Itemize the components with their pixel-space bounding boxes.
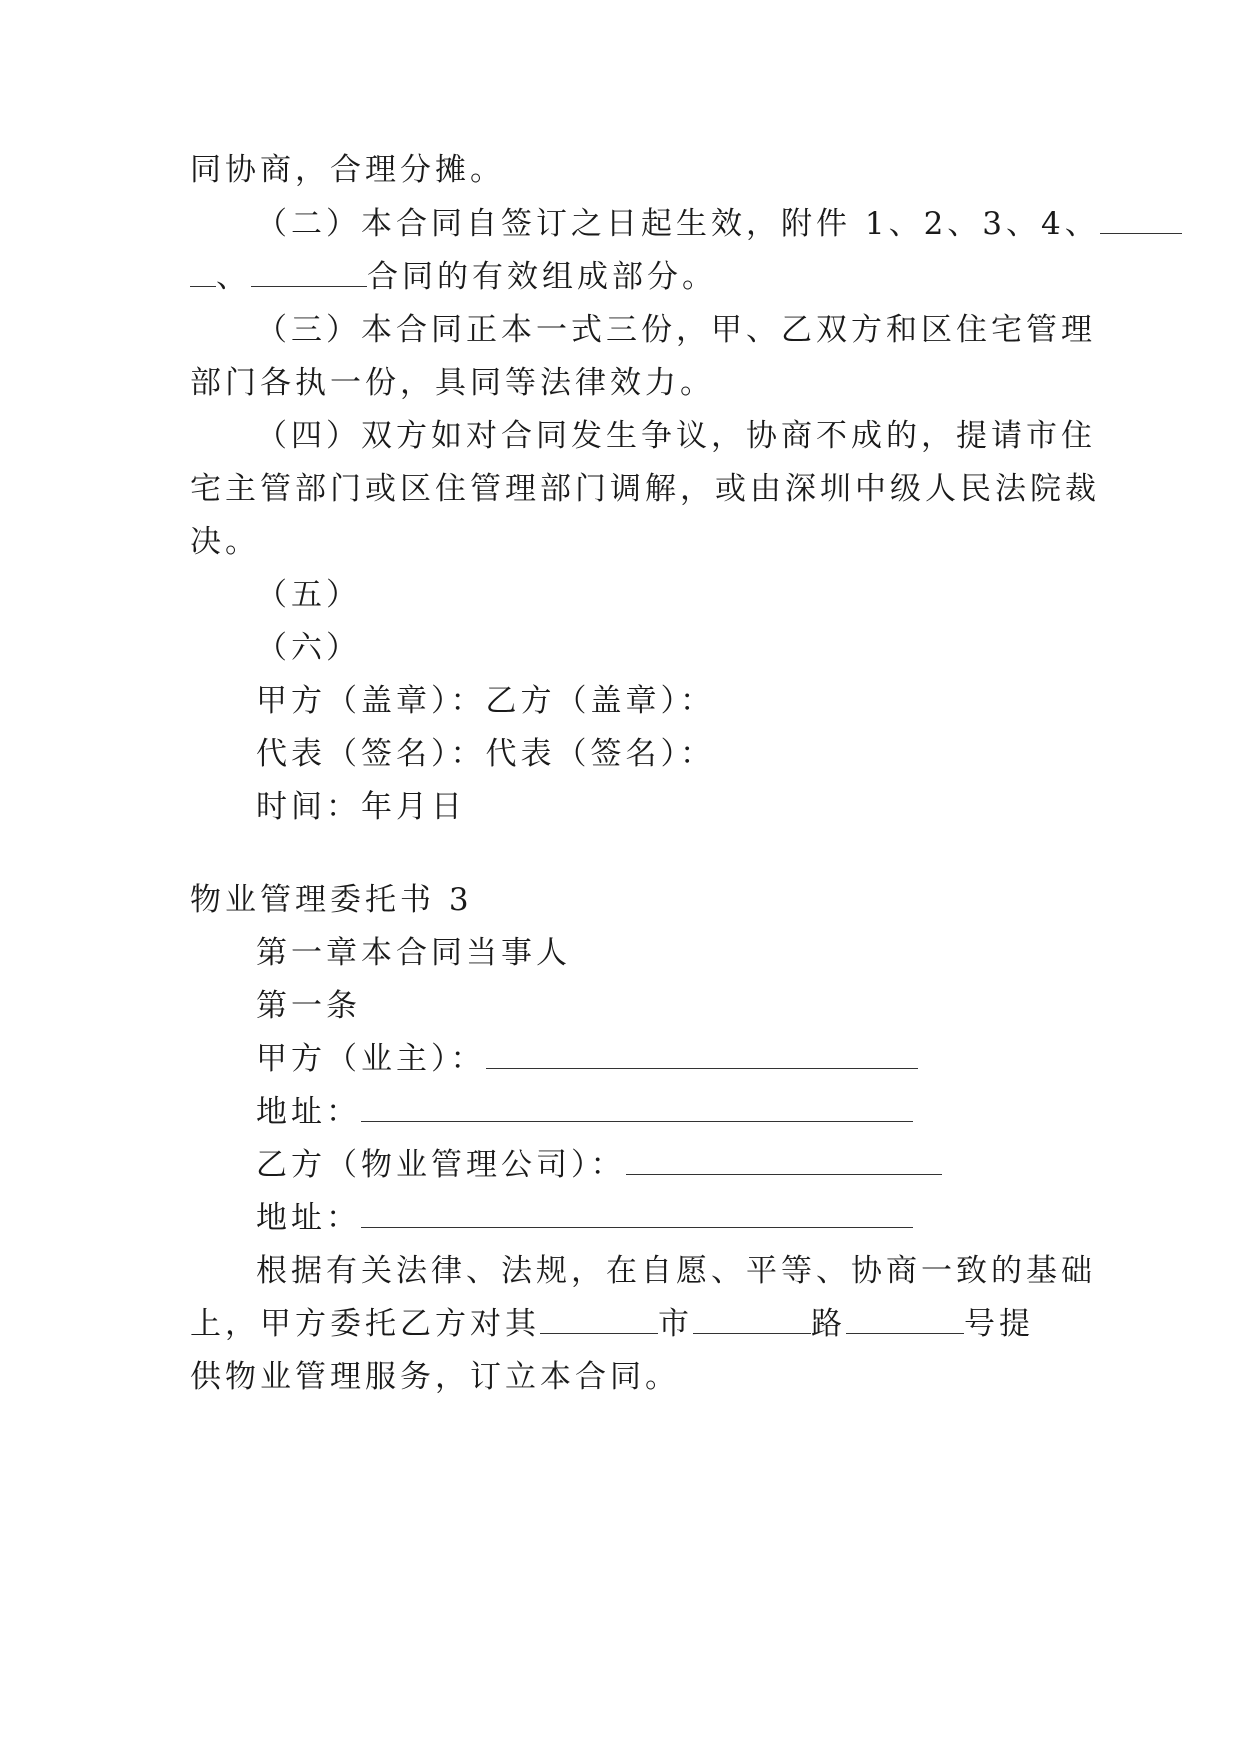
clause-2-continuation — [190, 257, 717, 297]
number-label: 号提 — [964, 1306, 1034, 1342]
city-field[interactable] — [540, 1307, 658, 1334]
agreement-continuation — [190, 1304, 1034, 1344]
party-b-label: 乙方（物业管理公司）： — [256, 1147, 626, 1183]
party-b-line — [256, 1145, 942, 1185]
party-a-label: 甲方（业主）： — [256, 1041, 486, 1077]
address-label: 地址： — [256, 1094, 361, 1130]
clause-2-line — [256, 204, 1182, 244]
road-field[interactable] — [693, 1307, 811, 1334]
date-line: 时间：年月日 — [256, 789, 466, 825]
fill-blank[interactable] — [1100, 207, 1182, 234]
clause-2-tail-text: 合同的有效组成部分。 — [367, 259, 717, 295]
clause-2-text: （二）本合同自签订之日起生效，附件 1、2、3、4、 — [256, 206, 1100, 242]
party-b-address-line — [256, 1198, 913, 1238]
article-title: 第一条 — [256, 988, 361, 1024]
party-a-field[interactable] — [486, 1042, 918, 1069]
address-label: 地址： — [256, 1200, 361, 1236]
road-label: 路 — [811, 1306, 846, 1342]
clause-4-continuation: 宅主管部门或区住管理部门调解，或由深圳中级人民法院裁 — [190, 471, 1100, 507]
chapter-title: 第一章本合同当事人 — [256, 935, 571, 971]
clause-4-end: 决。 — [190, 524, 260, 560]
fill-blank[interactable] — [190, 260, 216, 287]
separator-text: 、 — [216, 259, 251, 295]
clause-5-line: （五） — [256, 577, 361, 613]
agreement-text: 上，甲方委托乙方对其 — [190, 1306, 540, 1342]
party-b-field[interactable] — [626, 1148, 942, 1175]
party-b-address-field[interactable] — [361, 1201, 913, 1228]
agreement-line: 根据有关法律、法规，在自愿、平等、协商一致的基础 — [256, 1253, 1096, 1289]
agreement-end: 供物业管理服务，订立本合同。 — [190, 1359, 680, 1395]
fill-blank[interactable] — [251, 260, 367, 287]
clause-4-line: （四）双方如对合同发生争议，协商不成的，提请市住 — [256, 418, 1096, 454]
city-label: 市 — [658, 1306, 693, 1342]
paragraph-line: 同协商，合理分摊。 — [190, 152, 505, 188]
party-a-address-field[interactable] — [361, 1095, 913, 1122]
clause-3-continuation: 部门各执一份，具同等法律效力。 — [190, 365, 715, 401]
party-a-address-line — [256, 1092, 913, 1132]
party-a-line — [256, 1039, 918, 1079]
number-field[interactable] — [846, 1307, 964, 1334]
clause-3-line: （三）本合同正本一式三份，甲、乙双方和区住宅管理 — [256, 312, 1096, 348]
seal-line: 甲方（盖章）：乙方（盖章）： — [256, 683, 715, 719]
clause-6-line: （六） — [256, 630, 361, 666]
signature-line: 代表（签名）：代表（签名）： — [256, 736, 715, 772]
section-heading: 物业管理委托书 3 — [190, 882, 473, 918]
